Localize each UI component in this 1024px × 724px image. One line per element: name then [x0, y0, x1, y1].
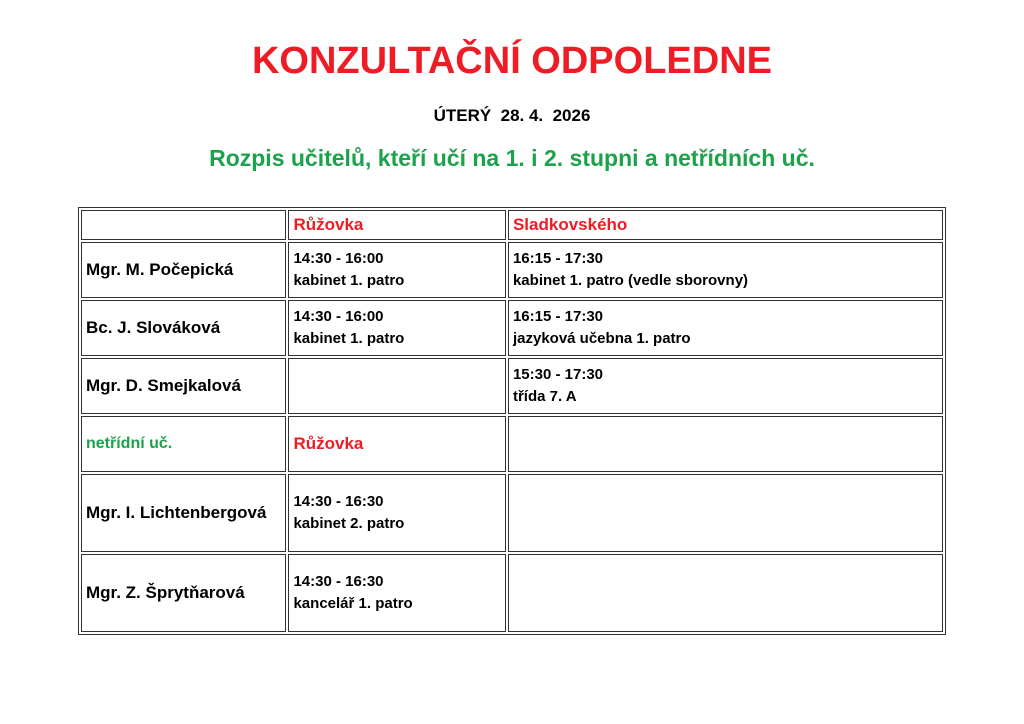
sladkovskeho-empty-cell	[508, 474, 943, 552]
room-text: třída 7. A	[512, 388, 577, 405]
time-text: 15:30 - 17:30	[512, 366, 604, 383]
time-text: 16:15 - 17:30	[512, 308, 604, 325]
header-sladkovskeho: Sladkovského	[508, 210, 943, 240]
teacher-name: Mgr. D. Smejkalová	[81, 358, 286, 414]
table-row	[81, 242, 943, 298]
header-empty-cell	[81, 210, 286, 240]
room-text: kabinet 1. patro	[293, 272, 405, 289]
table-row	[81, 300, 943, 356]
ruzovka-cell	[288, 474, 506, 552]
sladkovskeho-cell	[508, 300, 943, 356]
consultation-table	[78, 207, 946, 635]
subheader-non-class-teachers: netřídní uč.	[81, 416, 286, 472]
room-text: kancelář 1. patro	[293, 595, 413, 612]
ruzovka-cell	[288, 300, 506, 356]
teacher-name: Bc. J. Slováková	[81, 300, 286, 356]
ruzovka-cell	[288, 554, 506, 632]
page-title: KONZULTAČNÍ ODPOLEDNE	[251, 40, 772, 82]
sladkovskeho-cell	[508, 358, 943, 414]
room-text: kabinet 1. patro	[293, 330, 405, 347]
time-text: 14:30 - 16:30	[293, 493, 384, 510]
ruzovka-cell	[288, 358, 506, 414]
room-text: jazyková učebna 1. patro	[512, 330, 691, 347]
time-text: 16:15 - 17:30	[512, 250, 604, 267]
time-text: 14:30 - 16:00	[293, 308, 384, 325]
sladkovskeho-empty-cell	[508, 554, 943, 632]
table-row	[81, 554, 943, 632]
subheader-empty-cell	[508, 416, 943, 472]
room-text: kabinet 2. patro	[293, 515, 405, 532]
time-text: 14:30 - 16:00	[293, 250, 384, 267]
header-ruzovka: Růžovka	[288, 210, 506, 240]
teacher-name: Mgr. Z. Šprytňarová	[81, 554, 286, 632]
teacher-name: Mgr. M. Počepická	[81, 242, 286, 298]
sladkovskeho-cell	[508, 242, 943, 298]
table-row	[81, 474, 943, 552]
table-row	[81, 358, 943, 414]
table-header-row	[81, 210, 943, 240]
room-text: kabinet 1. patro (vedle sborovny)	[512, 272, 749, 289]
teacher-name: Mgr. I. Lichtenbergová	[81, 474, 286, 552]
page-subtitle: Rozpis učitelů, kteří učí na 1. i 2. stupni a netřídních uč.	[209, 145, 815, 171]
date-line: ÚTERÝ 28. 4. 2026	[433, 106, 591, 125]
ruzovka-cell	[288, 242, 506, 298]
table-subheader-row	[81, 416, 943, 472]
time-text: 14:30 - 16:30	[293, 573, 384, 590]
subheader-ruzovka: Růžovka	[288, 416, 506, 472]
